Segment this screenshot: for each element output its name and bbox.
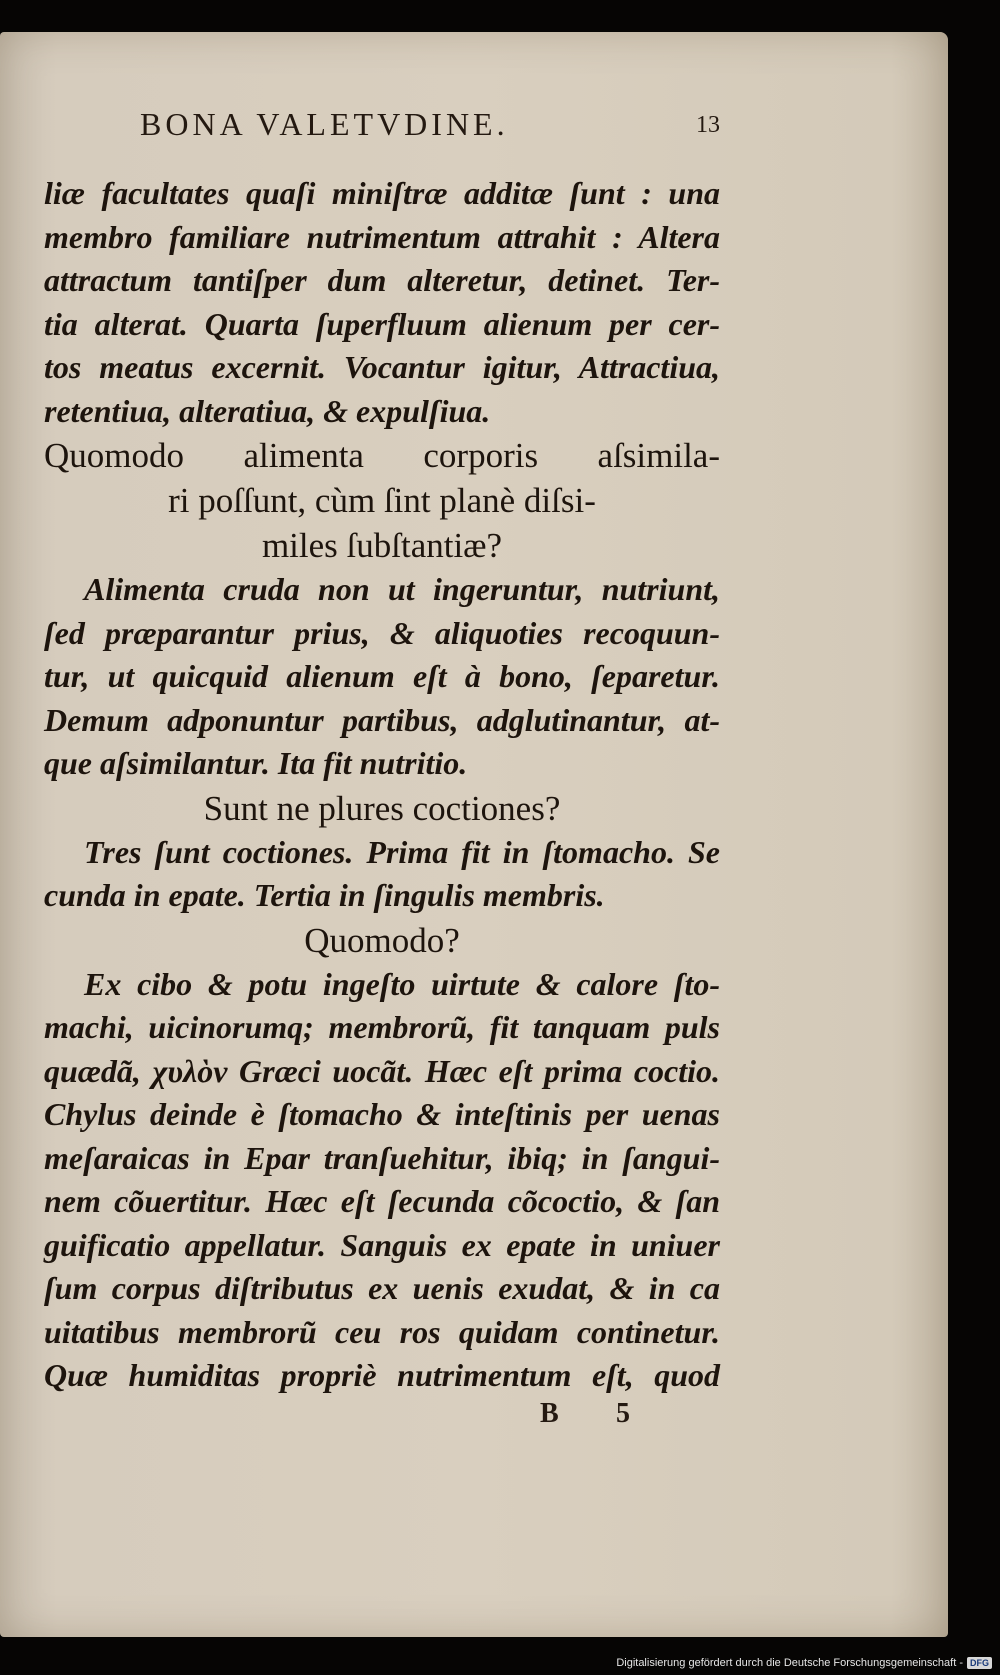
signature-mark bbox=[540, 1398, 630, 1430]
dfg-logo: DFG bbox=[967, 1657, 992, 1669]
text-line: Chylus deinde è ſtomacho & inteſtinis per uenas bbox=[44, 1096, 720, 1132]
text-line: liæ facultates quaſi miniſtræ additæ ſunt : una bbox=[44, 175, 720, 211]
signature-letter: B bbox=[540, 1398, 559, 1429]
text-block bbox=[44, 172, 720, 1398]
text-line: tia alterat. Quarta ſuperfluum alienum per cer- bbox=[44, 305, 720, 342]
text-line: Ex cibo & potu ingeſto uirtute & calore ſto- bbox=[84, 965, 720, 1002]
text-line: attractum tantiſper dum alteretur, detinet. Ter- bbox=[44, 262, 720, 298]
text-line: ſum corpus diſtributus ex uenis exudat, & in ca bbox=[44, 1270, 720, 1306]
text-line: uitatibus membrorũ ceu ros quidam continetur. bbox=[44, 1313, 720, 1350]
text-line: Tres ſunt coctiones. Prima fit in ſtomacho. Se bbox=[84, 833, 720, 870]
question-heading: Sunt ne plures coctiones? bbox=[203, 788, 561, 828]
digitization-footer bbox=[616, 1657, 992, 1669]
text-line: guificatio appellatur. Sanguis ex epate in uniuer bbox=[44, 1226, 720, 1263]
text-line: membro familiare nutrimentum attrahit : Altera bbox=[44, 218, 720, 255]
question-heading: ri poſſunt, cùm ſint planè diſsi- bbox=[168, 481, 596, 520]
text-line: nem cõuertitur. Hæc eſt ſecunda cõcoctio, & ſan bbox=[44, 1183, 720, 1219]
running-head-title: BONA VALETVDINE. bbox=[140, 106, 509, 142]
text-line: cunda in epate. Tertia in ſingulis membris. bbox=[44, 877, 605, 913]
text-line: ſed præparantur prius, & aliquoties recoquun- bbox=[44, 614, 720, 651]
text-line: Quæ humiditas propriè nutrimentum eſt, quod bbox=[44, 1357, 720, 1393]
question-heading: miles ſubſtantiæ? bbox=[261, 526, 503, 565]
footer-text: Digitalisierung gefördert durch die Deutsche Forschungsgemeinschaft - bbox=[616, 1657, 963, 1669]
text-line: meſaraicas in Epar tranſuehitur, ibiq; in ſangui- bbox=[44, 1139, 720, 1176]
text-line: tur, ut quicquid alienum eſt à bono, ſeparetur. bbox=[44, 658, 720, 694]
text-line: quædã, χυλὸν Græci uocãt. Hæc eſt prima coctio. bbox=[44, 1052, 720, 1089]
text-line: tos meatus excernit. Vocantur igitur, Attractiua, bbox=[44, 349, 720, 385]
text-line: Demum adponuntur partibus, adglutinantur, at- bbox=[44, 701, 720, 738]
text-line: retentiua, alteratiua, & expulſiua. bbox=[44, 392, 491, 429]
signature-number: 5 bbox=[616, 1398, 630, 1429]
question-heading: Quomodo? bbox=[304, 920, 460, 960]
text-line: Alimenta cruda non ut ingeruntur, nutriunt, bbox=[84, 571, 720, 607]
text-line: machi, uicinorumq; membrorũ, fit tanquam puls bbox=[44, 1009, 720, 1045]
text-line: que aſsimilantur. Ita fit nutritio. bbox=[44, 745, 468, 781]
running-head bbox=[140, 106, 720, 143]
page-number: 13 bbox=[696, 112, 720, 138]
question-heading: Quomodo alimenta corporis aſsimila- bbox=[44, 436, 720, 475]
